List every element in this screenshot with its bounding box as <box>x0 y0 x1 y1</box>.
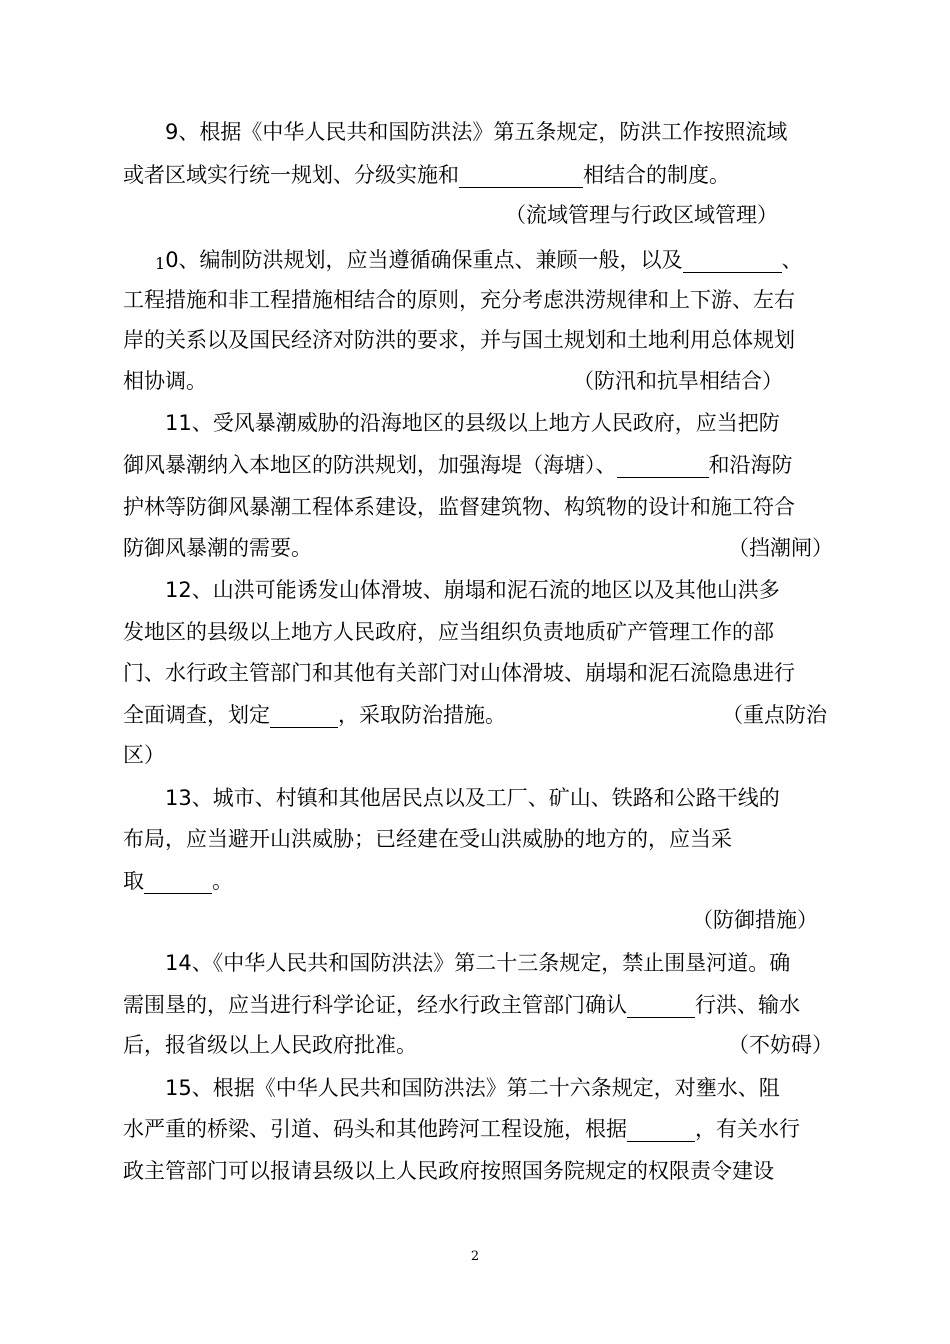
q13-line-2: 布局，应当避开山洪威胁；已经建在受山洪威胁的地方的，应当采 <box>123 827 732 851</box>
q12-line-2: 发地区的县级以上地方人民政府，应当组织负责地质矿产管理工作的部 <box>123 620 774 644</box>
q10-line-4: 相协调。 <box>123 369 207 393</box>
q10-line-2: 工程措施和非工程措施相结合的原则，充分考虑洪涝规律和上下游、左右 <box>123 288 795 312</box>
q13-text-after-blank: 。 <box>212 869 233 893</box>
q14-answer: （不妨碍） <box>728 1033 833 1057</box>
q12-answer-blank[interactable] <box>270 701 338 728</box>
q11-line-2 <box>123 445 830 485</box>
q12-line-3: 门、水行政主管部门和其他有关部门对山体滑坡、崩塌和泥石流隐患进行 <box>123 661 795 685</box>
q13-line-3 <box>123 861 830 901</box>
q11-text-before-blank: 御风暴潮纳入本地区的防洪规划，加强海堤（海塘）、 <box>123 453 617 477</box>
q14-line-3: 后，报省级以上人民政府批准。 <box>123 1033 417 1057</box>
q12-line-1: 12、山洪可能诱发山体滑坡、崩塌和泥石流的地区以及其他山洪多 <box>165 578 780 602</box>
q10-line-1 <box>155 240 830 280</box>
q13-answer-blank[interactable] <box>144 867 212 894</box>
q10-line-3: 岸的关系以及国民经济对防洪的要求，并与国土规划和土地利用总体规划 <box>123 328 795 352</box>
q14-text-before-blank: 需围垦的，应当进行科学论证，经水行政主管部门确认 <box>123 993 627 1017</box>
q15-text-before-blank: 水严重的桥梁、引道、码头和其他跨河工程设施，根据 <box>123 1117 627 1141</box>
q10-number-digit: 1 <box>155 254 166 273</box>
q13-line-1: 13、城市、村镇和其他居民点以及工厂、矿山、铁路和公路干线的 <box>165 786 780 810</box>
q15-line-3: 政主管部门可以报请县级以上人民政府按照国务院规定的权限责令建设 <box>123 1159 774 1183</box>
q14-answer-blank[interactable] <box>627 991 695 1018</box>
q9-line-1: 9、根据《中华人民共和国防洪法》第五条规定，防洪工作按照流域 <box>165 120 788 144</box>
q12-answer-part-1: （重点防治 <box>722 703 827 727</box>
q13-text-before-blank: 取 <box>123 869 144 893</box>
q12-text-after-blank: ，采取防治措施。 <box>338 703 506 727</box>
q9-line-2 <box>123 155 830 195</box>
q11-line-3: 护林等防御风暴潮工程体系建设，监督建筑物、构筑物的设计和施工符合 <box>123 495 795 519</box>
q10-answer-blank[interactable] <box>683 246 782 273</box>
q10-text-before-blank: 0、编制防洪规划，应当遵循确保重点、兼顾一般，以及 <box>165 248 683 272</box>
q11-line-4: 防御风暴潮的需要。 <box>123 536 312 560</box>
q11-line-1: 11、受风暴潮威胁的沿海地区的县级以上地方人民政府，应当把防 <box>165 411 780 435</box>
q10-text-after-blank: 、 <box>781 248 803 272</box>
q12-text-before-blank: 全面调查，划定 <box>123 703 270 727</box>
q11-answer: （挡潮闸） <box>728 536 833 560</box>
q10-answer: （防汛和抗旱相结合） <box>573 369 783 393</box>
q14-text-after-blank: 行洪、输水 <box>695 993 800 1017</box>
q9-text-before-blank: 或者区域实行统一规划、分级实施和 <box>123 163 459 187</box>
q15-text-after-blank: ，有关水行 <box>695 1117 800 1141</box>
q15-answer-blank[interactable] <box>627 1115 695 1142</box>
q9-answer: （流域管理与行政区域管理） <box>505 203 778 227</box>
q11-answer-blank[interactable] <box>617 451 709 478</box>
q14-line-2 <box>123 985 830 1025</box>
q9-answer-blank[interactable] <box>459 161 583 188</box>
q12-answer-part-2: 区） <box>123 743 165 767</box>
q15-line-1: 15、根据《中华人民共和国防洪法》第二十六条规定，对壅水、阻 <box>165 1076 780 1100</box>
q9-text-after-blank: 相结合的制度。 <box>583 163 730 187</box>
page-number: 2 <box>470 1249 480 1264</box>
q13-answer: （防御措施） <box>692 908 818 932</box>
q15-line-2 <box>123 1109 830 1149</box>
q11-text-after-blank: 和沿海防 <box>708 453 793 477</box>
q14-line-1: 14、《中华人民共和国防洪法》第二十三条规定，禁止围垦河道。确 <box>165 951 791 975</box>
